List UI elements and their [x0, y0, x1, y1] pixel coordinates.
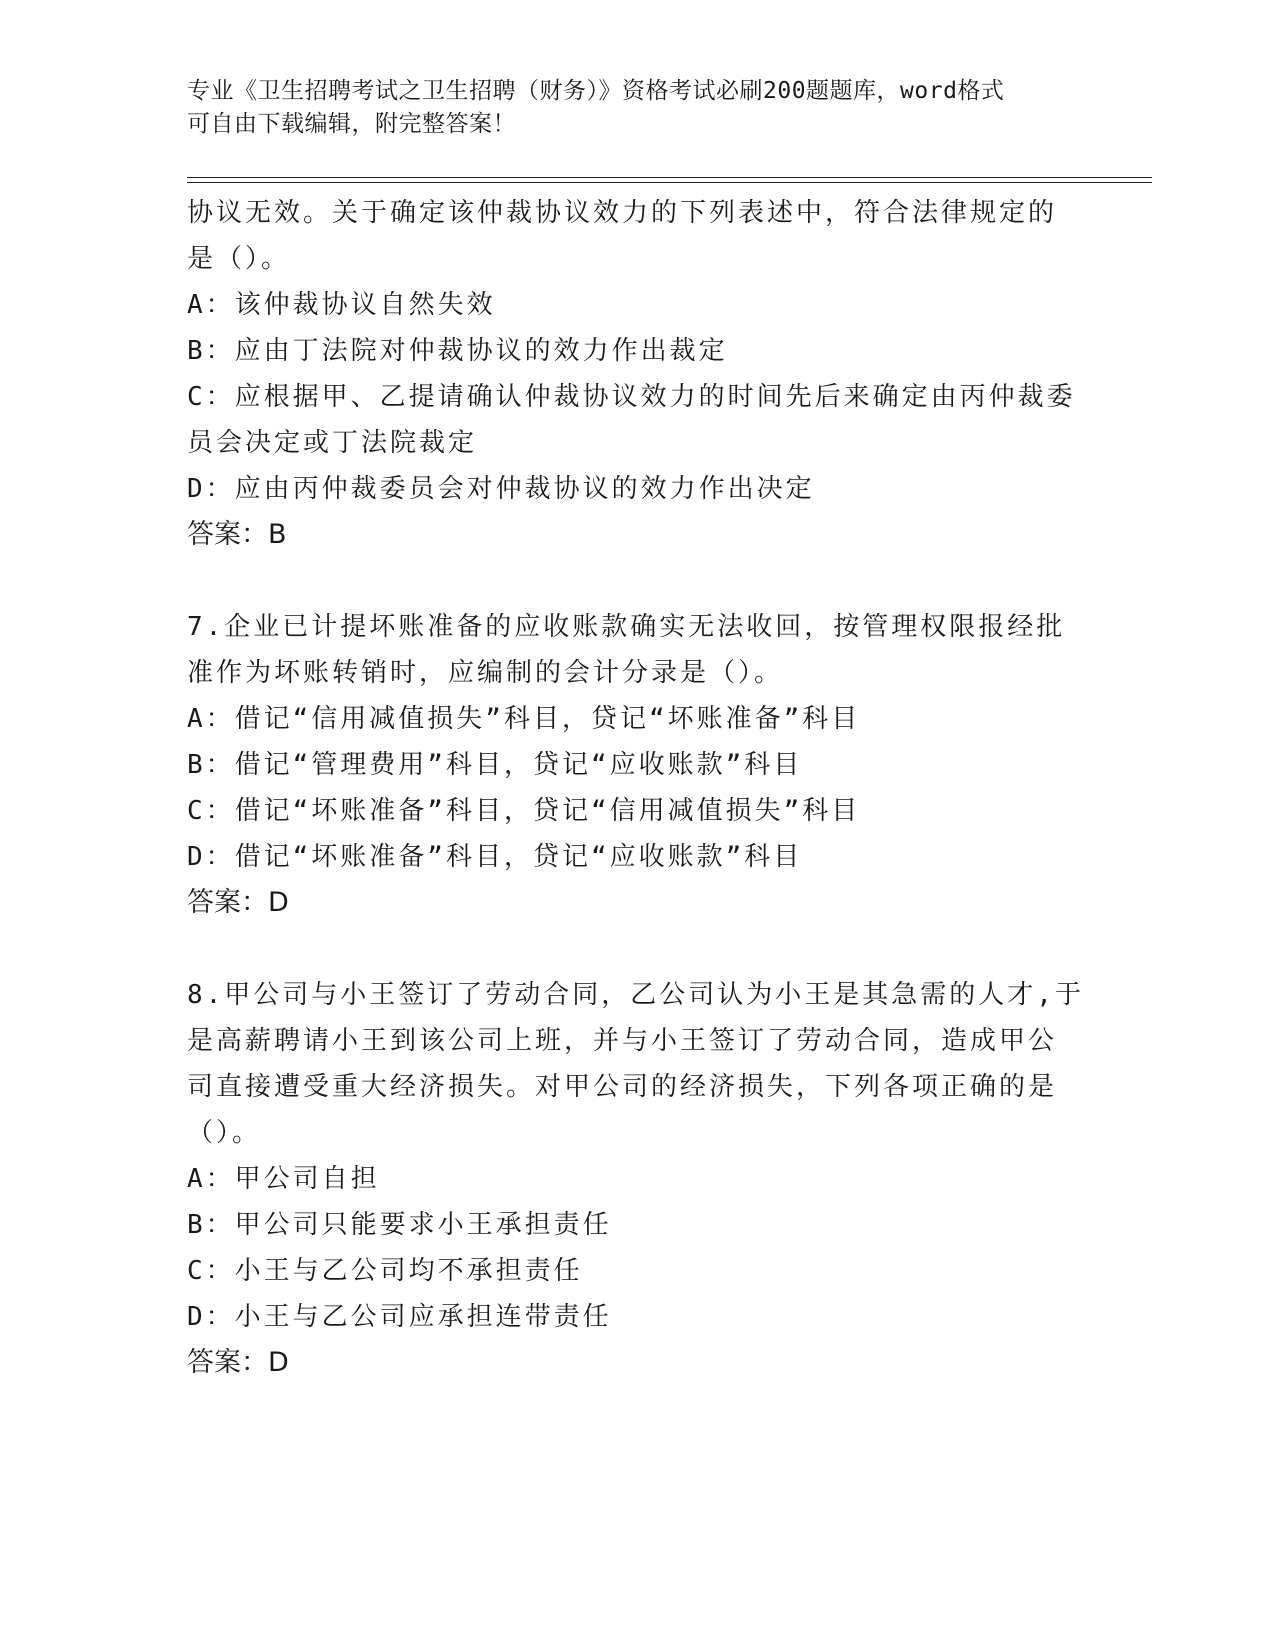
- question-stem-line: 协议无效。关于确定该仲裁协议效力的下列表述中，符合法律规定的: [187, 198, 1058, 228]
- question-stem-line: 准作为坏账转销时，应编制的会计分录是（）。: [187, 658, 784, 688]
- option-d: D：小王与乙公司应承担连带责任: [187, 1302, 612, 1332]
- header-line-1: 专业《卫生招聘考试之卫生招聘（财务）》资格考试必刷200题题库，word格式: [187, 78, 1005, 104]
- answer: 答案：B: [187, 519, 287, 550]
- spacer: [187, 926, 1087, 972]
- option-c: C：借记“坏账准备”科目，贷记“信用减值损失”科目: [187, 796, 861, 826]
- spacer: [187, 558, 1087, 604]
- option-a: A：该仲裁协议自然失效: [187, 290, 496, 320]
- question-stem-line: 8.甲公司与小王签订了劳动合同，乙公司认为小王是其急需的人才,于: [187, 980, 1084, 1010]
- question-stem-line: 是高薪聘请小王到该公司上班，并与小王签订了劳动合同，造成甲公: [187, 1026, 1058, 1056]
- answer: 答案：D: [187, 1347, 289, 1378]
- option-c-continued: 员会决定或丁法院裁定: [187, 428, 478, 458]
- option-b: B：借记“管理费用”科目，贷记“应收账款”科目: [187, 750, 803, 780]
- page-header: [187, 75, 1087, 141]
- header-divider-bottom: [187, 182, 1152, 183]
- header-line-2: 可自由下载编辑，附完整答案！: [187, 111, 516, 137]
- option-c: C：小王与乙公司均不承担责任: [187, 1256, 583, 1286]
- question-8: [187, 972, 1087, 1386]
- option-a: A：借记“信用减值损失”科目，贷记“坏账准备”科目: [187, 704, 861, 734]
- question-stem-line: 是（）。: [187, 244, 291, 274]
- question-stem-line: （）。: [187, 1118, 262, 1148]
- option-d: D：应由丙仲裁委员会对仲裁协议的效力作出决定: [187, 474, 815, 504]
- question-6: [187, 190, 1087, 558]
- question-7: [187, 604, 1087, 926]
- option-d: D：借记“坏账准备”科目，贷记“应收账款”科目: [187, 842, 803, 872]
- question-list: [187, 190, 1087, 1386]
- header-divider-top: [187, 177, 1152, 178]
- option-b: B：应由丁法院对仲裁协议的效力作出裁定: [187, 336, 728, 366]
- option-b: B：甲公司只能要求小王承担责任: [187, 1210, 612, 1240]
- question-stem-line: 7.企业已计提坏账准备的应收账款确实无法收回，按管理权限报经批: [187, 612, 1066, 642]
- answer: 答案：D: [187, 887, 289, 918]
- option-c: C：应根据甲、乙提请确认仲裁协议效力的时间先后来确定由丙仲裁委: [187, 382, 1076, 412]
- question-stem-line: 司直接遭受重大经济损失。对甲公司的经济损失，下列各项正确的是: [187, 1072, 1058, 1102]
- option-a: A：甲公司自担: [187, 1164, 380, 1194]
